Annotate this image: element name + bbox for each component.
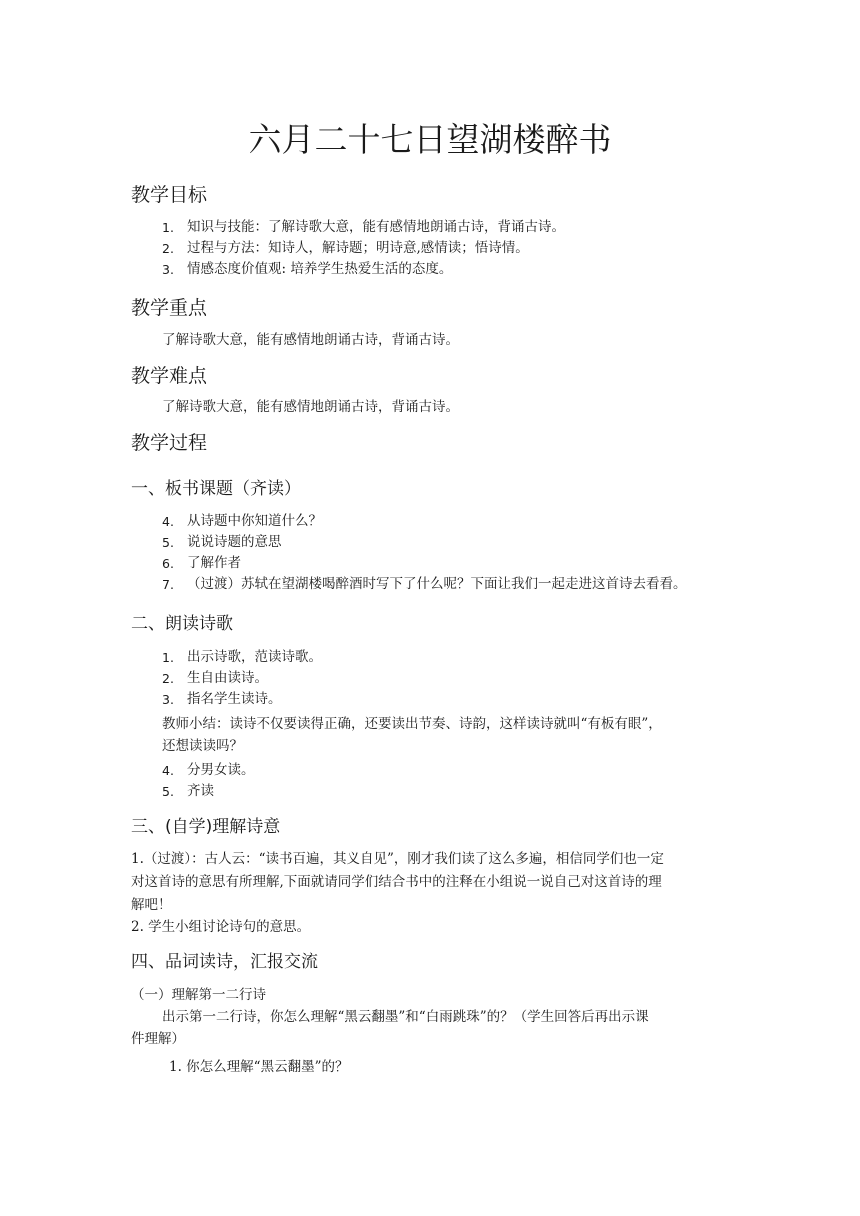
teacher-summary-line-2: 还想读读吗？ <box>162 738 243 754</box>
key-points-text: 了解诗歌大意，能有感情地朗诵古诗，背诵古诗。 <box>162 332 459 348</box>
part3-paragraph-2: 2. 学生小组讨论诗句的意思。 <box>131 919 311 935</box>
heading-part-4: 四、品词读诗，汇报交流 <box>131 952 318 972</box>
part4-subheading-1: （一）理解第一二行诗 <box>131 987 266 1003</box>
list-item: 4. 分男女读。 <box>162 762 255 778</box>
list-item: 5. 齐读 <box>162 783 214 799</box>
part3-paragraph-1-line-1: 1.（过渡）：古人云：“读书百遍，其义自见”，刚才我们读了这么多遍，相信同学们也一定 <box>131 851 664 867</box>
heading-teaching-goals: 教学目标 <box>131 184 208 206</box>
list-item: 3. 情感态度价值观: 培养学生热爱生活的态度。 <box>162 261 453 277</box>
heading-key-points: 教学重点 <box>131 297 208 319</box>
list-item: 7. （过渡）苏轼在望湖楼喝醉酒时写下了什么呢？下面让我们一起走进这首诗去看看。 <box>162 576 687 592</box>
list-item: 1. 知识与技能：了解诗歌大意，能有感情地朗诵古诗，背诵古诗。 <box>162 219 565 235</box>
teacher-summary-line-1: 教师小结：读诗不仅要读得正确，还要读出节奏、诗韵，这样读诗就叫“有板有眼”， <box>162 716 662 732</box>
part4-paragraph-line-2: 件理解） <box>131 1031 185 1047</box>
list-item: 4. 从诗题中你知道什么？ <box>162 513 322 529</box>
heading-part-1: 一、板书课题（齐读） <box>131 479 301 499</box>
part4-question-1: 1. 你怎么理解“黑云翻墨”的？ <box>169 1059 349 1075</box>
part3-paragraph-1-line-3: 解吧！ <box>131 897 172 913</box>
heading-part-3: 三、(自学)理解诗意 <box>131 817 281 837</box>
document-title: 六月二十七日望湖楼醉书 <box>248 120 612 159</box>
heading-difficulties: 教学难点 <box>131 365 208 387</box>
goals-list <box>162 217 565 280</box>
part3-paragraph-1-line-2: 对这首诗的意思有所理解,下面就请同学们结合书中的注释在小组说一说自己对这首诗的理 <box>131 874 662 890</box>
list-item: 2. 生自由读诗。 <box>162 670 268 686</box>
heading-part-2: 二、朗读诗歌 <box>131 614 233 634</box>
list-item: 3. 指名学生读诗。 <box>162 691 282 707</box>
part2-list-a <box>162 647 322 710</box>
part1-list <box>162 511 687 595</box>
list-item: 2. 过程与方法：知诗人，解诗题；明诗意,感情读；悟诗情。 <box>162 240 529 256</box>
difficulties-text: 了解诗歌大意，能有感情地朗诵古诗，背诵古诗。 <box>162 399 459 415</box>
part2-list-b <box>162 760 255 802</box>
list-item: 5. 说说诗题的意思 <box>162 534 282 550</box>
list-item: 6. 了解作者 <box>162 555 241 571</box>
heading-teaching-process: 教学过程 <box>131 432 208 454</box>
list-item: 1. 出示诗歌，范读诗歌。 <box>162 649 322 665</box>
part4-paragraph-line-1: 出示第一二行诗，你怎么理解“黑云翻墨”和“白雨跳珠”的？（学生回答后再出示课 <box>162 1009 649 1025</box>
